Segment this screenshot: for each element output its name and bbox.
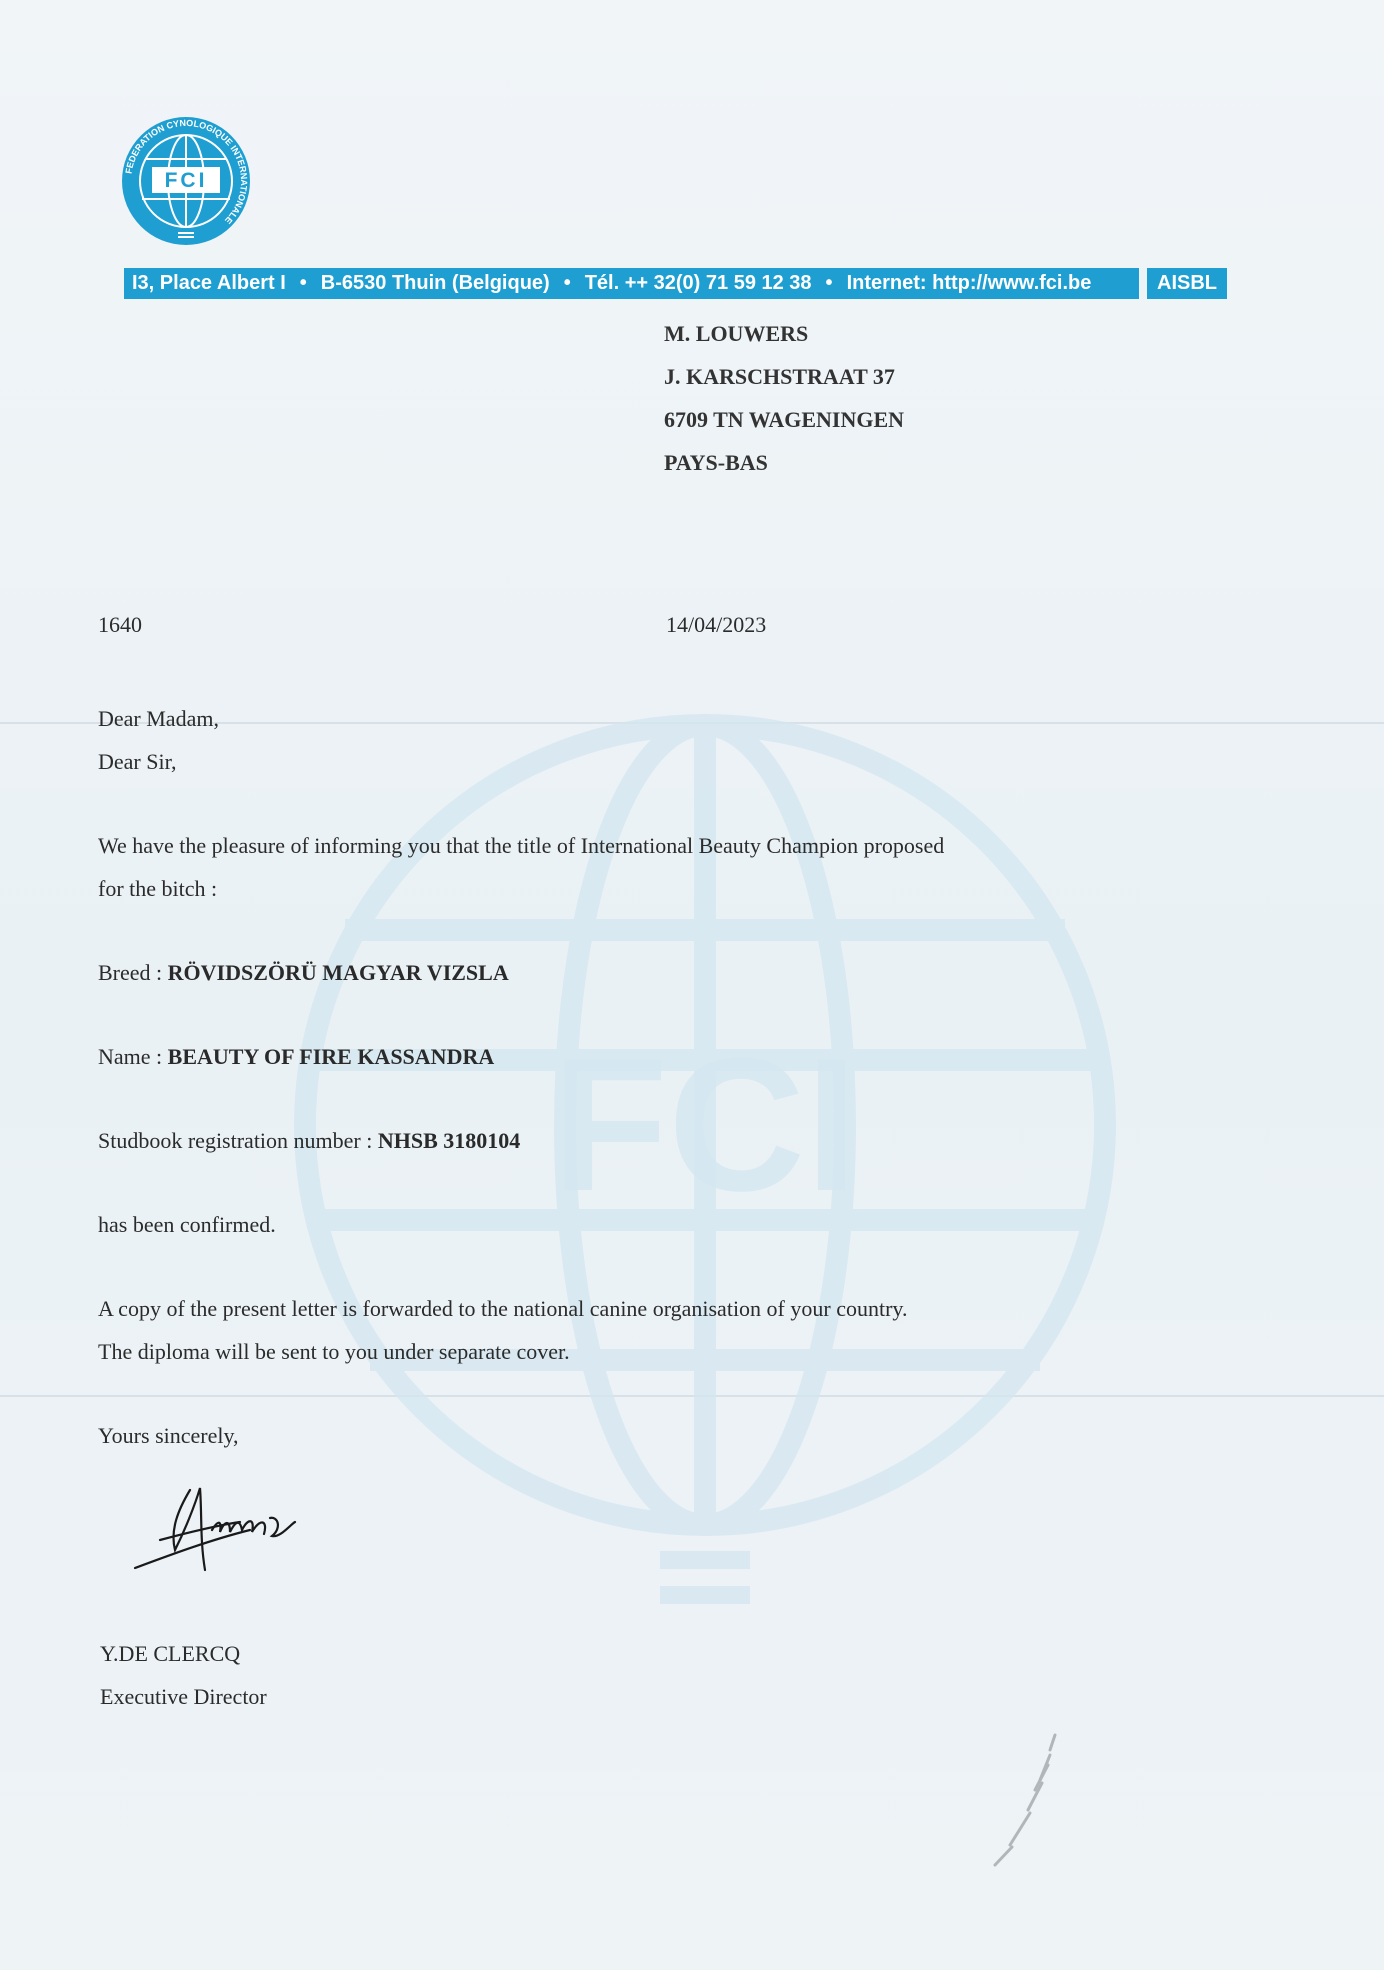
aisbl-tag: AISBL (1139, 268, 1227, 299)
letterhead-city: B-6530 Thuin (Belgique) (320, 272, 550, 294)
bullet-separator: • (825, 272, 833, 294)
bullet-separator: • (563, 272, 571, 294)
svg-text:FEDERATION CYNOLOGIQUE INTERNA: FEDERATION CYNOLOGIQUE INTERNATIONALE (123, 117, 250, 226)
breed-label: Breed : (98, 960, 168, 985)
salutation: Dear Madam, (98, 706, 219, 731)
confirmation-line: has been confirmed. (98, 1212, 276, 1237)
letterhead-website[interactable]: Internet: http://www.fci.be (846, 272, 1092, 294)
recipient-country: PAYS-BAS (664, 450, 768, 475)
letterhead-address: I3, Place Albert I (132, 272, 286, 294)
letter-date: 14/04/2023 (666, 612, 767, 637)
studbook-value: NHSB 3180104 (377, 1128, 521, 1153)
studbook-line (98, 1119, 1098, 1162)
intro-line: We have the pleasure of informing you that the title of International Beauty Champion proposed (98, 833, 945, 858)
letterhead-bar (124, 268, 1227, 299)
bullet-separator: • (299, 272, 307, 294)
dog-name-line (98, 1035, 1098, 1078)
recipient-street: J. KARSCHSTRAAT 37 (664, 364, 895, 389)
salutation: Dear Sir, (98, 749, 177, 774)
closing: Yours sincerely, (98, 1423, 239, 1448)
diploma-line: The diploma will be sent to you under separate cover. (98, 1339, 570, 1364)
recipient-address (664, 312, 904, 484)
intro-line: for the bitch : (98, 876, 218, 901)
fci-logo (120, 115, 252, 247)
svg-text:FCI: FCI (164, 169, 208, 192)
recipient-name: M. LOUWERS (664, 321, 809, 346)
ink-smudge (950, 1725, 1070, 1875)
letter-body (98, 697, 1098, 1457)
svg-text:FCI: FCI (551, 1019, 859, 1231)
breed-line (98, 951, 1098, 994)
dog-name-value: BEAUTY OF FIRE KASSANDRA (167, 1044, 495, 1069)
breed-value: RÖVIDSZÖRÜ MAGYAR VIZSLA (167, 960, 509, 985)
letterhead-phone: Tél. ++ 32(0) 71 59 12 38 (584, 272, 812, 294)
handwritten-signature (130, 1470, 330, 1580)
signer-block (100, 1632, 267, 1718)
studbook-label: Studbook registration number : (98, 1128, 378, 1153)
signer-title: Executive Director (100, 1684, 267, 1709)
signer-name: Y.DE CLERCQ (100, 1641, 241, 1666)
dog-name-label: Name : (98, 1044, 168, 1069)
recipient-city: 6709 TN WAGENINGEN (664, 407, 905, 432)
copy-line: A copy of the present letter is forwarded to the national canine organisation of your country. (98, 1296, 908, 1321)
reference-number: 1640 (98, 612, 142, 637)
